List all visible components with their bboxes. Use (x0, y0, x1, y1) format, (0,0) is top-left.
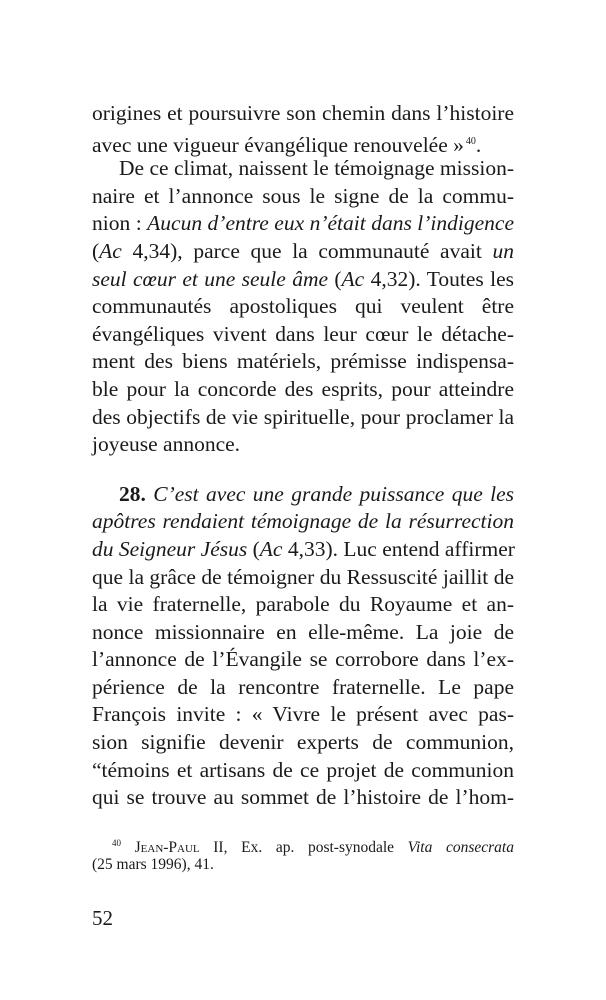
text-line: joyeuse annonce. (92, 432, 241, 457)
text-line: (Ac 4,34), parce que la communauté avait un (92, 238, 514, 263)
text-line: origines et poursuivre son chemin dans l’histoire (92, 101, 514, 125)
scripture-quote: du Seigneur Jésus (92, 536, 248, 561)
text-line: naire et l’annonce sous le signe de la commu- (92, 183, 514, 208)
text-line: ment des biens matériels, prémisse indispensa- (92, 349, 514, 374)
text-line: sion signifie devenir experts de communion, (92, 730, 514, 755)
text-line: périence de la rencontre fraternelle. Le pape (92, 674, 514, 699)
section-number: 28. (119, 481, 146, 506)
body-text (92, 100, 514, 812)
footnote-author: Jean-Paul II (134, 839, 224, 856)
scripture-quote: apôtres rendaient témoignage de la résurrection (92, 509, 514, 534)
text-line: qui se trouve au sommet de l’histoire de l’hom- (92, 785, 514, 810)
text-line: avec une vigueur évangélique renouvelée » $^{40}$. (92, 132, 482, 157)
text-line: François invite : « Vivre le présent avec pas- (92, 702, 514, 727)
text-line: des objectifs de vie spirituelle, pour proclamer la (92, 404, 514, 429)
text-line: la vie fraternelle, parabole du Royaume et an- (92, 592, 514, 617)
scripture-quote: C’est avec une grande puissance que les (153, 481, 515, 506)
scripture-quote: seul cœur et une seule âme (92, 266, 329, 291)
footnote (92, 832, 514, 876)
scripture-ref: Ac (341, 266, 365, 291)
footnote-line: (25 mars 1996), 41. (92, 856, 214, 873)
text-line: seul cœur et une seule âme (Ac 4,32). Toutes les (92, 266, 514, 291)
page-number: 52 (92, 906, 113, 930)
scripture-ref: Ac (259, 536, 283, 561)
text-line: évangéliques vivent dans leur cœur le détache- (92, 321, 514, 346)
footnote-line: $^{40}$ Jean-Paul II, Ex. ap. post-synodale Vita consecrata (112, 838, 514, 856)
scripture-ref: Ac (99, 238, 122, 263)
text-line (92, 508, 514, 536)
footnote-reference: 40 (465, 135, 476, 147)
paragraph-gap (92, 459, 514, 481)
footnote-title: Vita consecrata (407, 839, 514, 856)
text-line: nonce missionnaire en elle-même. La joie de (92, 619, 514, 644)
text-line: nion : Aucun d’entre eux n’était dans l’indigence (92, 211, 514, 236)
text-line: que la grâce de témoigner du Ressuscité jaillit de (92, 564, 514, 589)
scripture-quote: Aucun d’entre eux n’était dans l’indigence (147, 211, 514, 236)
text-line: l’annonce de l’Évangile se corrobore dans l’ex- (92, 647, 514, 672)
text-line (92, 481, 514, 509)
text-line: communautés apostoliques qui veulent être (92, 294, 514, 319)
footnote-number: 40 (112, 838, 121, 848)
text-line: ble pour la concorde des esprits, pour atteindre (92, 376, 514, 401)
text-line: “témoins et artisans de ce projet de communion (92, 757, 514, 782)
text-line: De ce climat, naissent le témoignage mission- (119, 156, 514, 181)
text-line: du Seigneur Jésus (Ac 4,33). Luc entend affirmer (92, 536, 515, 561)
